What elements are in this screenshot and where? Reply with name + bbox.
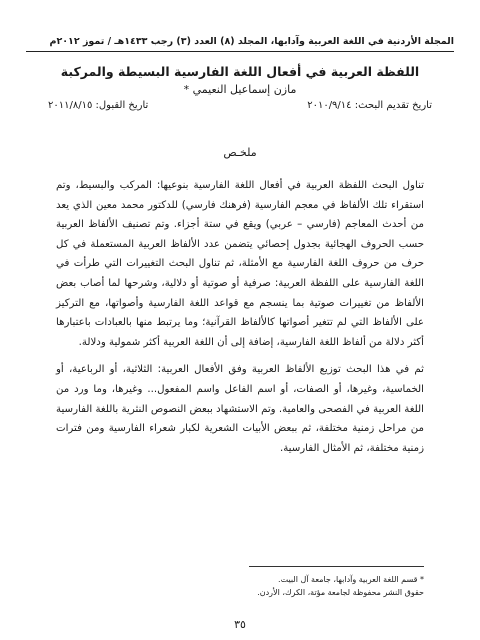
abstract-heading: ملخـص: [223, 146, 257, 159]
abstract-body: [56, 176, 424, 466]
footnote-copyright: حقوق النشر محفوظة لجامعة مؤتة، الكرك، الأردن.: [257, 588, 424, 597]
acceptance-date: تاريخ القبول: ٢٠١١/٨/١٥: [48, 100, 149, 111]
abstract-paragraph: ثم في هذا البحث توزيع الألفاظ العربية وفق الأفعال العربية: الثلاثية، أو الرباعية، أو الخماسية، وغيرها، أو الصفات، أو اسم الفاعل واسم المفعول... وغيرها، وما ورد من اللغة العربية في الفصحى والعامية. وتم الاستشهاد ببعض النصوص النثرية باللغة الفارسية من مراحل زمنية مختلفة، ثم ببعض الأبيات الشعرية لكبار شعراء الفارسية ومن فترات زمنية مختلفة، ثم الأمثال الفارسية.: [56, 364, 424, 454]
article-dates: [48, 100, 432, 111]
footnotes: [249, 566, 424, 599]
author-name: مازن إسماعيل النعيمي *: [183, 83, 297, 96]
submission-date: تاريخ تقديم البحث: ٢٠١٠/٩/١٤: [307, 100, 432, 111]
page-number: ٣٥: [234, 618, 246, 631]
running-header: المجلة الأردنية في اللغة العربية وآدابها، المجلد (٨) العدد (٣) رجب ١٤٣٣هـ / تموز ٢٠١٢م: [26, 36, 454, 52]
footnote-affiliation: * قسم اللغة العربية وآدابها، جامعة آل البيت.: [278, 575, 424, 584]
article-title: اللفظة العربية في أفعال اللغة الفارسية البسيطة والمركبة: [60, 64, 420, 79]
abstract-paragraph: تناول البحث اللفظة العربية في أفعال اللغة الفارسية بنوعيها: المركب والبسيط، وتم استقراء تلك الألفاظ في معجم الفارسية (فرهنك فارسي) للدكتور محمد معين الذي يعد من أحدث المعاجم (فارسي – عربي) ويقع في ستة أجزاء. وتم تصنيف الألفاظ العربية حسب الحروف الهجائية بجدول إحصائي يتضمن عدد الألفاظ العربية المستعملة في كل حرف من حروف اللغة الفارسية مع الأمثلة، ثم تناول البحث التغييرات التي طرأت في اللغة الفارسية على اللفظة العربية: صرفية أو صوتية أو دلالية، وشرحها لما أصاب بعض الألفاظ من تغييرات صوتية بما ينسجم مع قواعد اللغة الفارسية وأصواتها، مع التركيز على الألفاظ التي لم تتغير أصواتها كالألفاظ القرآنية؛ وما يرتبط منها بالعبادات باعتبارها أكثر دلالة من ألفاظ اللغة الفارسية، إضافة إلى أن اللغة العربية أكثر شمولية ودلالة.: [56, 180, 424, 348]
